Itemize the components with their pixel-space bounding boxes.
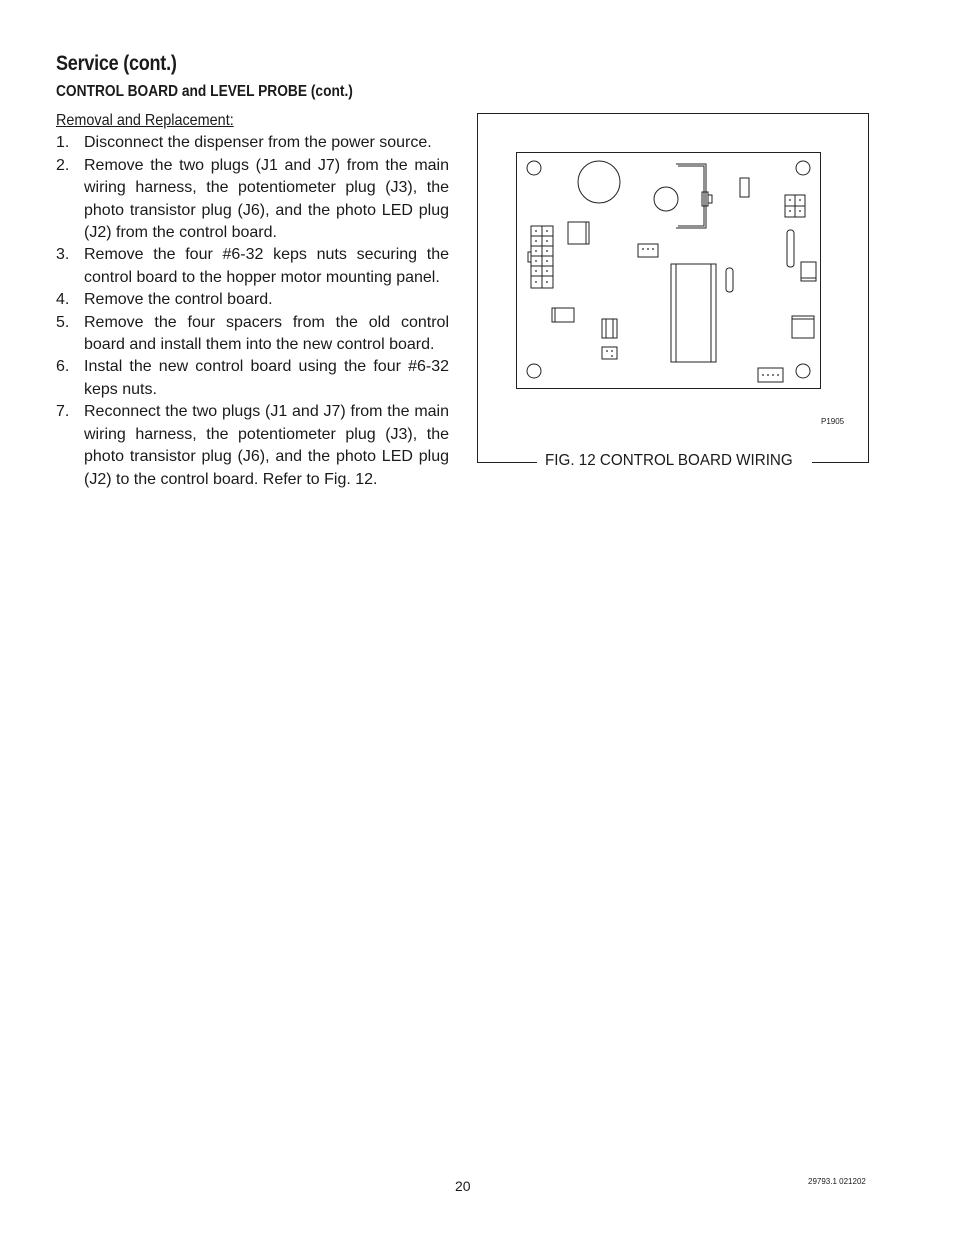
mounting-hole <box>796 161 810 175</box>
figure-frame-bottom-right <box>812 462 869 463</box>
mounting-hole <box>527 161 541 175</box>
step-text: Remove the four spacers from the old control board and install them into the new control board. <box>84 313 449 354</box>
step-item <box>56 401 449 491</box>
step-item <box>56 244 449 289</box>
step-number: 4. <box>56 291 70 309</box>
chip <box>602 319 617 338</box>
step-number: 7. <box>56 403 70 421</box>
section-title: CONTROL BOARD and LEVEL PROBE (cont.) <box>56 83 353 100</box>
capacitor <box>740 178 749 197</box>
step-number: 2. <box>56 156 70 174</box>
control-board-drawing <box>516 152 822 390</box>
figure-caption: FIG. 12 CONTROL BOARD WIRING <box>545 452 793 469</box>
figure-code: P1905 <box>821 417 845 426</box>
step-item <box>56 289 449 311</box>
step-item <box>56 356 449 401</box>
figure-frame-bottom-left <box>477 462 537 463</box>
step-text: Remove the two plugs (J1 and J7) from the main wiring harness, the potentiometer plug (J3), the photo transistor plug (J6), and the photo LED plug (J2) from the control board. <box>84 156 449 242</box>
resistor <box>726 268 733 292</box>
step-text: Remove the control board. <box>84 291 273 309</box>
step-number: 1. <box>56 134 70 152</box>
potentiometer <box>578 161 620 203</box>
connector-j6 <box>758 368 783 382</box>
resistor <box>787 230 794 267</box>
board-outline <box>517 153 821 389</box>
step-number: 5. <box>56 313 70 331</box>
step-text: Reconnect the two plugs (J1 and J7) from the main wiring harness, the potentiometer plug (J3), the photo transistor plug (J6), and the photo LED plug (J2) to the control board. Refer to Fig. 12. <box>84 403 449 488</box>
step-item <box>56 312 449 357</box>
procedure-steps <box>56 132 449 491</box>
mounting-hole <box>527 364 541 378</box>
step-text: Remove the four #6-32 keps nuts securing the control board to the hopper motor mounting panel. <box>84 246 449 286</box>
connector-j2 <box>638 244 658 257</box>
step-text: Disconnect the dispenser from the power source. <box>84 134 432 152</box>
step-item <box>56 155 449 245</box>
photo-sensor <box>654 187 678 211</box>
step-item <box>56 132 449 154</box>
document-code: 29793.1 021202 <box>808 1177 866 1186</box>
mounting-hole <box>796 364 810 378</box>
procedure-text <box>56 110 449 491</box>
step-text: Instal the new control board using the four #6-32 keps nuts. <box>84 358 449 398</box>
connector-j3 <box>602 347 617 359</box>
step-number: 6. <box>56 358 70 376</box>
procedure-subheading: Removal and Replacement: <box>56 112 234 129</box>
relay <box>671 264 716 362</box>
page-number: 20 <box>455 1178 471 1194</box>
page-title: Service (cont.) <box>56 52 177 75</box>
step-number: 3. <box>56 246 70 264</box>
